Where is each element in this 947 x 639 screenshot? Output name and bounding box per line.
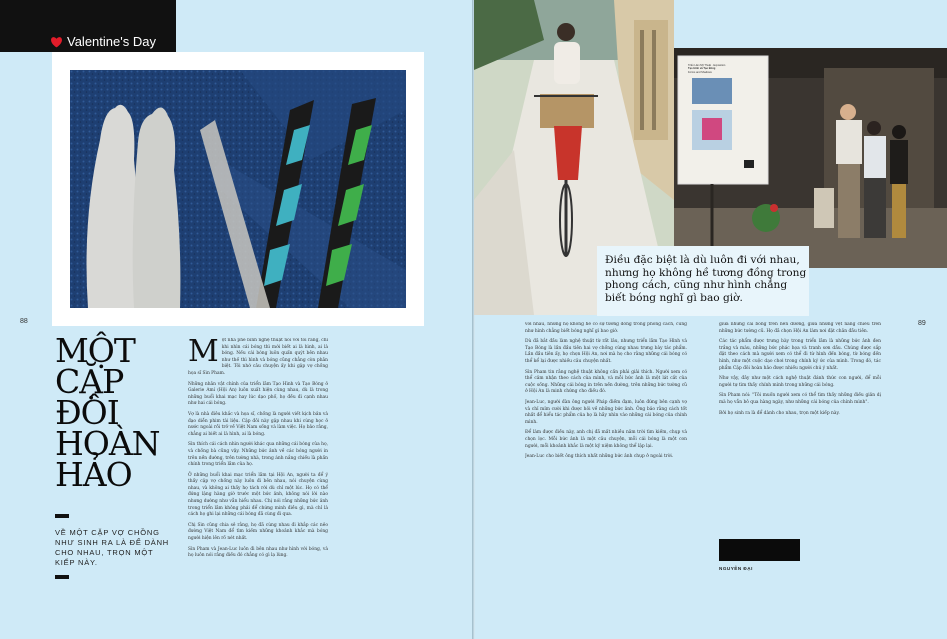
paragraph-text: Các tác phẩm được trưng bày trong triển lãm là những bức ảnh đen trắng và màu, những bức phác họa và tranh sơn dầu. Chúng được sắp đặt theo cách mà người xem có thể đi từ hình đến bóng, từ bóng đến hình, như một cuộc dạo chơi trong chính ký ức của mình. Trong đó, tác phẩm Cặp đôi hoàn hảo được nhiều người chú ý nhất. <box>719 339 881 371</box>
pull-quote: Điều đặc biệt là dù luôn đi với nhau, nhưng họ không hề tương đồng trong phong cách, cũng như hình chẳng biết bóng nghĩ gì bao giờ. <box>605 254 807 304</box>
poster-line: Triển Lãm Mỹ Thuật · Exposition <box>688 64 726 67</box>
article-paragraph <box>188 382 328 408</box>
article-paragraph <box>188 338 328 378</box>
paragraph-text: Jean-Luc cho biết ông thích nhất những bức ảnh chụp ở ngoài trời. <box>525 454 674 460</box>
article-paragraph <box>719 322 881 335</box>
article-title <box>55 331 175 494</box>
title-line: MỘT <box>55 331 135 370</box>
title-line: HẢO <box>55 455 132 494</box>
paragraph-text: Chị Sìn cũng chia sẻ rằng, họ đã cùng nhau đi khắp các nẻo đường Việt Nam để tìm kiếm những khoảnh khắc mà bóng người hiện lên rõ nét nhất. <box>188 522 328 542</box>
article-paragraph <box>719 339 881 372</box>
article-paragraph <box>719 376 881 389</box>
page-number-right: 89 <box>918 320 926 327</box>
paragraph-text: Những nhân vật chính của triển lãm Tạo Hình và Tạo Bóng ở Galerie Amí (Hội An) luôn xuất hiện cùng nhau, dù là trong những buổi khai mạc hay lúc dạo phố, họ đều đi cạnh nhau như hai cái bóng. <box>188 381 328 407</box>
article-column-2 <box>525 322 687 622</box>
title-line: HOÀN <box>55 424 160 463</box>
poster-line: Tạo Hình và Tạo Bóng <box>688 67 716 71</box>
paragraph-text: Bởi họ sinh ra là để dành cho nhau, trọn một kiếp này. <box>719 410 840 416</box>
page-number-left: 88 <box>20 318 28 325</box>
heart-icon <box>50 36 63 48</box>
paragraph-text: Để làm được điều này, anh chị đã mất nhiều năm trời tìm kiếm, chụp và chọn lọc. Mỗi bức ảnh là một câu chuyện, mỗi cái bóng là một con người, mỗi khoảnh khắc là một kỷ niệm không thể lặp lại. <box>525 430 687 449</box>
shadow-photo <box>70 70 406 308</box>
paragraph-text: Sìn Pham nói: "Tôi muốn người xem có thể tìm thấy những điều giản dị mà họ vẫn bỏ qua hàng ngày, như những cái bóng của chính mình". <box>719 393 881 405</box>
article-paragraph <box>525 339 687 365</box>
author-block <box>719 539 800 561</box>
couple-photo <box>674 48 947 268</box>
paragraph-text: Ở những buổi khai mạc triển lãm tại Hội An, người ta để ý thấy cặp vợ chồng này luôn đi bên nhau, nói chuyện cùng nhau, và không ai thấy họ tách rời dù chỉ một lúc. Họ có thể đứng lặng hàng giờ trước một bức ảnh, không nói lời nào nhưng dường như vẫn hiểu nhau. Chị nói rằng những bức ảnh trong triển lãm không phải để chứng minh điều gì, mà chỉ là cách họ ghi lại những cái bóng đã cùng đi qua. <box>188 472 328 518</box>
paragraph-text: Như vậy, đây như một cách nghệ thuật đánh thức con người, để mỗi người tự tìm thấy chính mình trong những cái bóng. <box>719 376 881 388</box>
paragraph-text: ột nhà phê bình nghệ thuật nói với tôi rằng, chỉ khi nhìn cái bóng thì mới biết ai là hình, ai là bóng. Nếu cái bóng luôn quấn quýt bên nhau như thế thì hình và bóng cũng chẳng còn phân biệt. Tôi nhớ câu chuyện ấy khi gặp vợ chồng họa sĩ Sìn Pham. <box>188 338 328 376</box>
article-subtitle: VỀ MỘT CẶP VỢ CHỒNG NHƯ SINH RA LÀ ĐỂ DÀNH CHO NHAU, TRỌN MỘT KIẾP NÀY. <box>55 528 170 567</box>
section-tag <box>50 34 156 49</box>
exhibition-poster-text <box>688 64 762 74</box>
article-column-3 <box>719 322 881 534</box>
article-paragraph <box>188 473 328 519</box>
paragraph-text: Jean-Luc, người đàn ông người Pháp điềm đạm, luôn đứng bên cạnh vợ và chỉ mỉm cười khi được hỏi về những bức ảnh. Ông bảo rằng cách tốt nhất để hiểu tác phẩm của họ là hãy nhìn vào những cái bóng của chính mình. <box>525 399 687 425</box>
paragraph-text: Sìn Pham và Jean-Luc luôn đi bên nhau như hình với bóng, và họ luôn nói rằng điều đó chẳng có gì lạ lùng. <box>188 546 328 559</box>
paragraph-text: Sìn Pham tin rằng nghệ thuật không cần phải giải thích. Người xem có thể cảm nhận theo cách của mình, và mỗi bức ảnh là một lát cắt của cuộc sống. Những cái bóng in trên nền đường, trên những bức tường cũ ở Hội An là minh chứng cho điều đó. <box>525 369 687 395</box>
drop-cap: M <box>188 338 219 369</box>
article-column-1 <box>188 338 328 618</box>
title-line: CẶP <box>55 362 124 401</box>
paragraph-text: Sìn thích cái cách nhìn người khác qua những cái bóng của họ, và chồng bà cũng vậy. Những bức ảnh về các bóng người in trên nền đường, trên tường nhà, trong ánh nắng chiều là phần chính trong triển lãm của họ. <box>188 442 328 468</box>
article-paragraph <box>188 412 328 438</box>
poster-line: Forms and Shadows <box>688 70 712 74</box>
article-paragraph <box>719 411 881 418</box>
section-tag-label: Valentine's Day <box>67 34 156 49</box>
author-name: NGUYỄN ĐẠI <box>719 566 753 571</box>
article-paragraph <box>525 370 687 396</box>
paragraph-text: Dù đã bắt đầu làm nghệ thuật từ rất lâu, nhưng triển lãm Tạo Hình và Tạo Bóng là lần đầu tiên hai vợ chồng cùng nhau trưng bày tác phẩm. Lần đầu tiên ấy, họ chọn Hội An, nơi mà họ cho rằng những cái bóng có thể kể lại được nhiều câu chuyện nhất. <box>525 339 687 364</box>
article-paragraph <box>525 430 687 450</box>
article-paragraph <box>188 523 328 543</box>
pull-quote-box <box>597 246 809 316</box>
subtitle-dash <box>55 575 69 579</box>
article-paragraph <box>719 393 881 406</box>
article-paragraph <box>525 454 687 461</box>
title-line: ĐÔI <box>55 393 119 432</box>
article-paragraph <box>188 442 328 468</box>
article-paragraph <box>188 547 328 560</box>
title-dash <box>55 514 69 518</box>
article-paragraph <box>525 400 687 426</box>
paragraph-text: với nhau, nhưng họ không hề có sự tương đồng trong phong cách, cũng như hình chẳng biết bóng nghĩ gì bao giờ. <box>525 322 687 334</box>
article-paragraph <box>525 322 687 335</box>
paragraph-text: Vợ là nhà điêu khắc và họa sĩ, chồng là người viết kịch bản và đạo diễn phim tài liệu. Cặp đôi này gặp nhau khi cùng học ở nước ngoài rồi trở về Việt Nam sống và làm việc. Họ bảo rằng, chẳng ai biết ai là hình, ai là bóng. <box>188 411 328 437</box>
paragraph-text: giữa những cái bóng trên nền đường, giữa những vệt nắng chiều trên những bức tường cũ. Họ đã chọn Hội An làm nơi đặt chân đầu tiên. <box>719 322 881 334</box>
